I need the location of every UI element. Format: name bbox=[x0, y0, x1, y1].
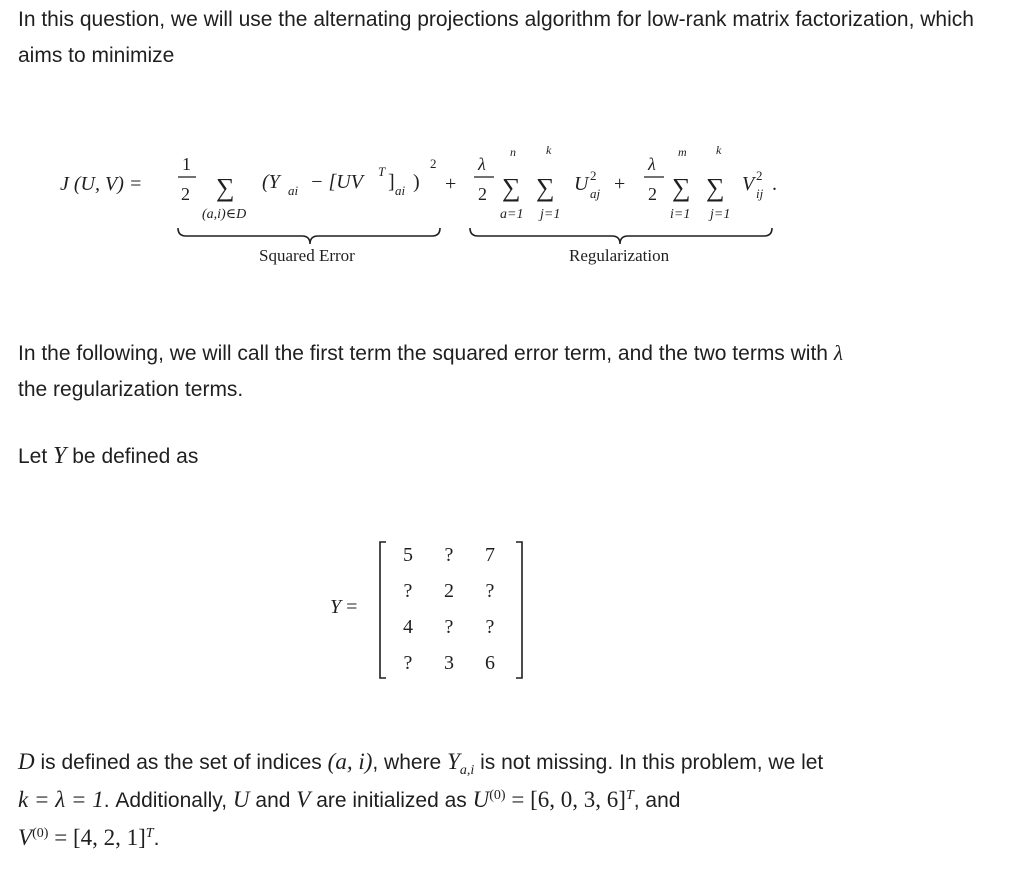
intro-text: In this question, we will use the alternating projections algorithm for low-rank matrix factorization, which aims to minimize bbox=[18, 8, 974, 67]
eq-u-sub: aj bbox=[590, 186, 601, 201]
matrix-y bbox=[330, 540, 530, 680]
eq-residual-close: ] bbox=[388, 171, 395, 193]
defn-k-eq: k = λ = 1 bbox=[18, 787, 104, 812]
eq-half-num: 1 bbox=[182, 154, 191, 174]
eq-residual-mid: − [UV bbox=[310, 171, 363, 193]
following-paragraph bbox=[18, 335, 1008, 408]
label-regularization: Regularization bbox=[569, 246, 670, 265]
defn-text-c: is not missing. In this problem, we let bbox=[480, 751, 824, 774]
eq-lambda-2: λ bbox=[648, 154, 656, 174]
matrix-label bbox=[330, 596, 357, 619]
defn-text-h: . bbox=[153, 827, 160, 850]
let-y-text-a: Let bbox=[18, 445, 48, 468]
defn-u0-sup: (0) bbox=[489, 788, 506, 803]
defn-v0: V bbox=[18, 825, 33, 850]
eq-sum-sign-4: ∑ bbox=[672, 173, 691, 202]
eq-sum-sign-5: ∑ bbox=[706, 173, 725, 202]
eq-sum1-bot-a: a=1 bbox=[500, 207, 524, 222]
eq-sum-sign-2: ∑ bbox=[502, 173, 521, 202]
matrix-equals: = bbox=[346, 596, 358, 618]
eq-residual-T: T bbox=[378, 164, 386, 179]
eq-sum2-bot-b: j=1 bbox=[710, 207, 731, 222]
eq-sum1-top-a: n bbox=[510, 145, 516, 159]
defn-v: V bbox=[296, 787, 311, 812]
defn-y-sub: a,i bbox=[459, 763, 475, 779]
eq-residual-sub: ai bbox=[288, 183, 299, 198]
equation-svg bbox=[0, 130, 1024, 280]
eq-sum-sub: (a,i)∈D bbox=[202, 207, 247, 222]
eq-v-sub: ij bbox=[756, 186, 764, 201]
defn-u0-val: = [6, 0, 3, 6] bbox=[511, 787, 626, 812]
eq-two-1: 2 bbox=[478, 184, 487, 204]
matrix-cell: 4 bbox=[403, 616, 413, 638]
defn-v0-T: T bbox=[145, 826, 154, 841]
defn-text-f: are initialized as bbox=[316, 789, 467, 812]
eq-residual-end: ) bbox=[413, 171, 420, 193]
matrix-cell: ? bbox=[403, 580, 413, 602]
eq-sum-sign-3: ∑ bbox=[536, 173, 555, 202]
label-squared-error: Squared Error bbox=[259, 246, 355, 265]
eq-lhs: J (U, V) = bbox=[60, 173, 143, 195]
eq-sum1-bot-b: j=1 bbox=[540, 207, 561, 222]
eq-sum2-top-b: k bbox=[716, 143, 722, 157]
eq-plus-2: + bbox=[614, 173, 626, 195]
eq-period: . bbox=[772, 173, 777, 195]
eq-sum2-bot-a: i=1 bbox=[670, 207, 691, 222]
defn-u: U bbox=[232, 787, 250, 812]
eq-sum-sign-1: ∑ bbox=[216, 173, 235, 202]
defn-text-b: , where bbox=[372, 751, 442, 774]
defn-d: D bbox=[18, 749, 35, 774]
matrix-cell: ? bbox=[444, 544, 454, 566]
matrix-cell: ? bbox=[444, 616, 454, 638]
following-text-a: In the following, we will call the first term the squared error term, and the two terms with bbox=[18, 342, 828, 365]
defn-text-a: is defined as the set of indices bbox=[40, 751, 322, 774]
defn-u0: U bbox=[472, 787, 490, 812]
eq-residual: (Y bbox=[262, 171, 280, 193]
matrix-cell: 7 bbox=[485, 544, 495, 566]
defn-v0-val: = [4, 2, 1] bbox=[54, 825, 146, 850]
eq-sum2-top-a: m bbox=[678, 145, 687, 159]
eq-lambda-1: λ bbox=[478, 154, 486, 174]
let-y-paragraph bbox=[18, 438, 1008, 475]
matrix-cell: 2 bbox=[444, 580, 454, 602]
eq-half-den: 2 bbox=[181, 184, 190, 204]
eq-residual-close-sub: ai bbox=[395, 183, 406, 198]
matrix-name: Y bbox=[330, 596, 342, 618]
objective-equation bbox=[0, 130, 1024, 280]
matrix-cell: ? bbox=[485, 616, 495, 638]
eq-u-term: U bbox=[574, 173, 589, 195]
matrix-cell: 5 bbox=[403, 544, 413, 566]
defn-text-e: and bbox=[255, 789, 291, 812]
matrix-grid bbox=[384, 540, 514, 680]
defn-y: Y bbox=[447, 749, 460, 774]
eq-square: 2 bbox=[430, 156, 437, 171]
defn-u0-T: T bbox=[625, 788, 634, 803]
intro-paragraph bbox=[18, 2, 1008, 74]
eq-two-2: 2 bbox=[648, 184, 657, 204]
matrix-cell: 6 bbox=[485, 652, 495, 674]
matrix-cell: ? bbox=[403, 652, 413, 674]
defn-text-g: , and bbox=[633, 789, 681, 812]
matrix-right-bracket bbox=[516, 542, 522, 678]
eq-plus-1: + bbox=[445, 173, 457, 195]
eq-u-sup: 2 bbox=[590, 168, 597, 183]
eq-v-term: V bbox=[742, 173, 755, 195]
underbrace-error bbox=[178, 228, 440, 244]
defn-v0-sup: (0) bbox=[32, 826, 49, 841]
following-text-b: the regularization terms. bbox=[18, 378, 244, 401]
let-y-text-b: be defined as bbox=[72, 445, 199, 468]
underbrace-regularization bbox=[470, 228, 772, 244]
matrix-cell: ? bbox=[485, 580, 495, 602]
defn-index-pair: (a, i) bbox=[327, 749, 373, 774]
matrix-cell: 3 bbox=[444, 652, 454, 674]
defn-text-d: . Additionally, bbox=[103, 789, 228, 812]
eq-sum1-top-b: k bbox=[546, 143, 552, 157]
eq-v-sup: 2 bbox=[756, 168, 763, 183]
let-y-var: Y bbox=[53, 443, 67, 469]
definition-paragraph bbox=[18, 743, 1008, 857]
following-lambda: λ bbox=[833, 341, 843, 365]
